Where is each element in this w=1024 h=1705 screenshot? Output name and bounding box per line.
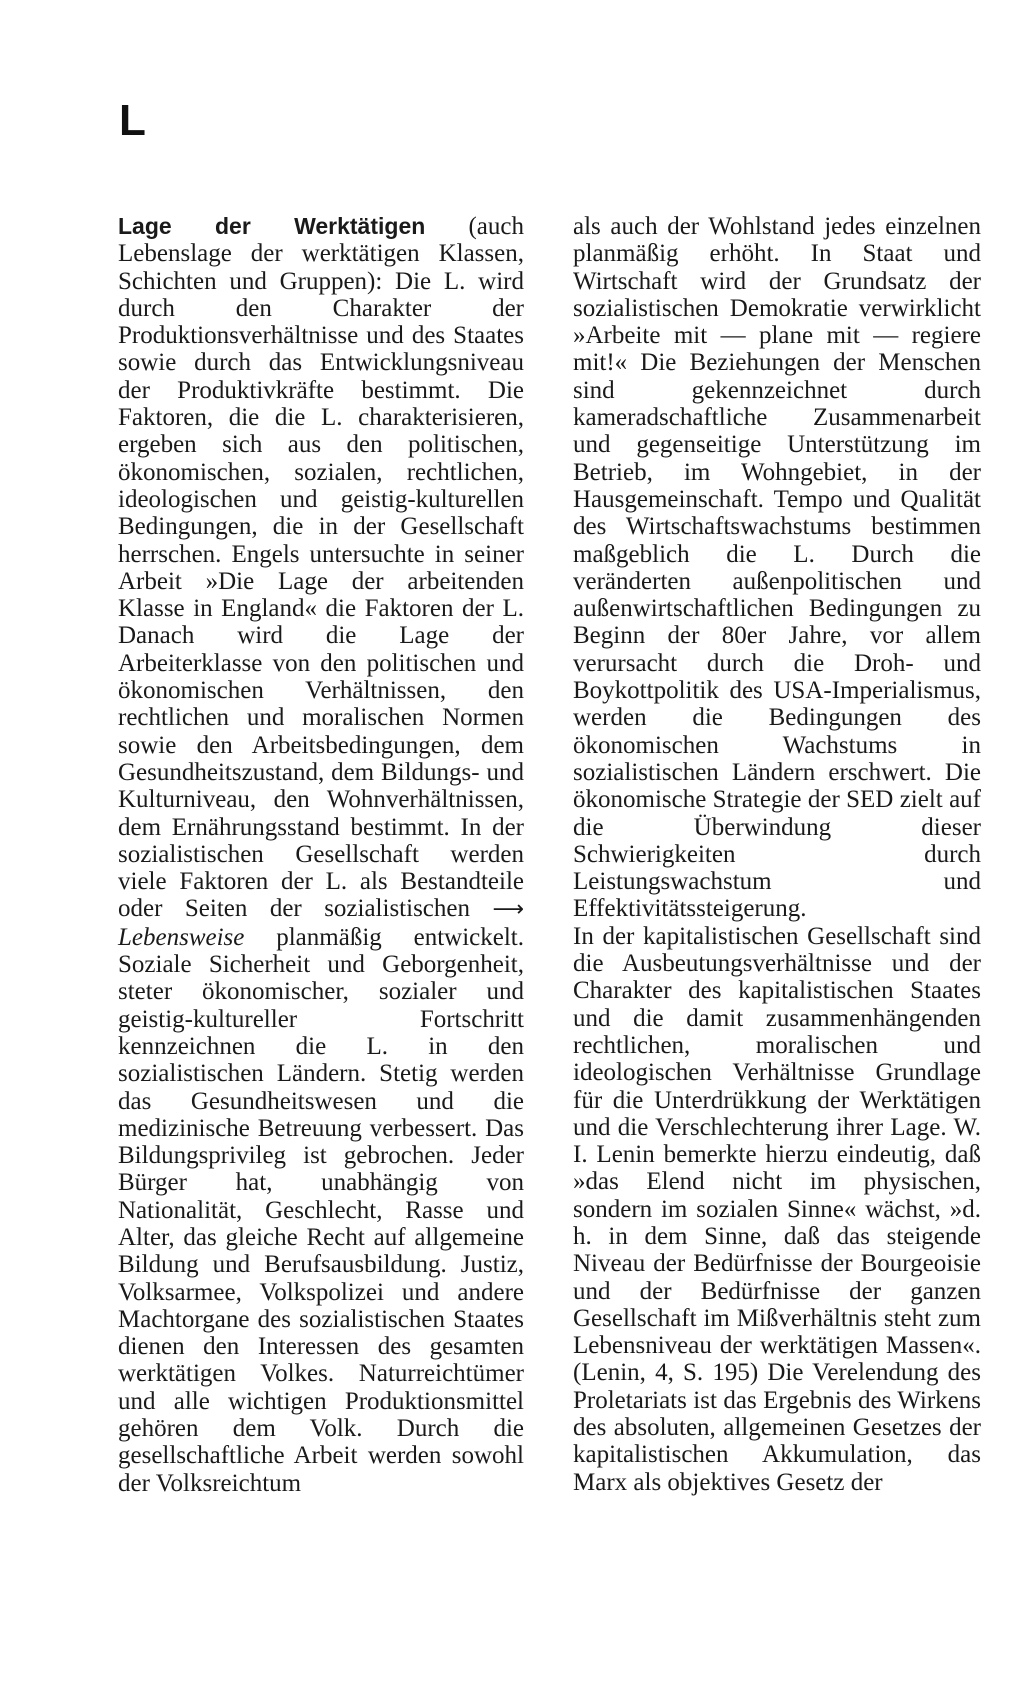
cross-reference-arrow-icon: ⟶ [492, 897, 524, 923]
right-column [573, 213, 981, 1496]
section-letter-heading: L [119, 96, 146, 145]
entry-text-right-paragraph-1: als auch der Wohlstand jedes einzelnen planmäßig erhöht. In Staat und Wirtschaft wird der Grundsatz der sozialistischen Demokratie verwirklicht »Arbeite mit — plane mit — regiere mit!« Die Beziehungen der Menschen sind gekennzeichnet durch kameradschaftliche Zusammenarbeit und gegenseitige Unterstützung im Betrieb, im Wohngebiet, in der Hausgemeinschaft. Tempo und Qualität des Wirtschaftswachstums bestimmen maßgeblich die L. Durch die veränderten außenpolitischen und außenwirtschaftlichen Bedingungen zu Beginn der 80er Jahre, vor allem verursacht durch die Droh- und Boykottpolitik des USA-Imperialismus, werden die Bedingungen des ökonomischen Wachstums in sozialistischen Ländern erschwert. Die ökonomische Strategie der SED zielt auf die Überwindung dieser Schwierigkeiten durch Leistungswachstum und Effektivitätssteigerung. [573, 213, 981, 923]
entry-text-left-rest: planmäßig entwickelt. Soziale Sicherheit und Geborgenheit, steter ökonomischer, sozialer und geistig-kultureller Fortschritt kennzeichnen die L. in den sozialistischen Ländern. Stetig werden das Gesundheitswesen und die medizinische Betreuung verbessert. Das Bildungsprivileg ist gebrochen. Jeder Bürger hat, unabhängig von Nationalität, Geschlecht, Rasse und Alter, das gleiche Recht auf allgemeine Bildung und Berufsausbildung. Justiz, Volksarmee, Volkspolizei und andere Machtorgane des sozialistischen Staates dienen den Interessen des gesamten werktätigen Volkes. Naturreichtümer und alle wichtigen Produktionsmittel gehören dem Volk. Durch die gesellschaftliche Arbeit werden sowohl der Volksreichtum [118, 923, 524, 1497]
entry-text-intro: (auch Lebenslage der werktätigen Klassen, Schichten und Gruppen): Die L. wird durch den Charakter der Produktionsverhältnisse und des Staates sowie durch das Entwicklungsniveau der Produktivkräfte bestimmt. Die Faktoren, die die L. charakterisieren, ergeben sich aus den politischen, ökonomischen, sozialen, rechtlichen, ideologischen und geistig-kulturellen Bedingungen, die in der Gesellschaft herrschen. Engels untersuchte in seiner Arbeit »Die Lage der arbeitenden Klasse in England« die Faktoren der L. Danach wird die Lage der Arbeiterklasse von den politischen und ökonomischen Verhältnissen, den rechtlichen und moralischen Normen sowie den Arbeitsbedingungen, dem Gesundheitszustand, dem Bildungs- und Kulturniveau, den Wohnverhältnissen, dem Ernährungsstand bestimmt. In der sozialistischen Gesellschaft werden viele Faktoren der L. als Bestandteile oder Seiten der sozialistischen [118, 213, 524, 923]
left-column [118, 213, 524, 1497]
entry-lemma: Lage der Werktätigen [118, 213, 426, 239]
cross-reference-term[interactable]: Lebensweise [118, 923, 245, 951]
entry-text-right-paragraph-2: In der kapitalistischen Gesellschaft sind die Ausbeutungsverhältnisse und der Charakter des kapitalistischen Staates und die damit zusammenhängenden rechtlichen, moralischen und ideologischen Verhältnisse Grundlage für die Unterdrükkung der Werktätigen und die Verschlechterung ihrer Lage. W. I. Lenin bemerkte hierzu eindeutig, daß »das Elend nicht im physischen, sondern im sozialen Sinne« wächst, »d. h. in dem Sinne, daß das steigende Niveau der Bedürfnisse der Bourgeoisie und der Bedürfnisse der ganzen Gesellschaft im Mißverhältnis steht zum Lebensniveau der werktätigen Massen«. (Lenin, 4, S. 195) Die Verelendung des Proletariats ist das Ergebnis des Wirkens des absoluten, allgemeinen Gesetzes der kapitalistischen Akkumulation, das Marx als objektives Gesetz der [573, 922, 981, 1496]
